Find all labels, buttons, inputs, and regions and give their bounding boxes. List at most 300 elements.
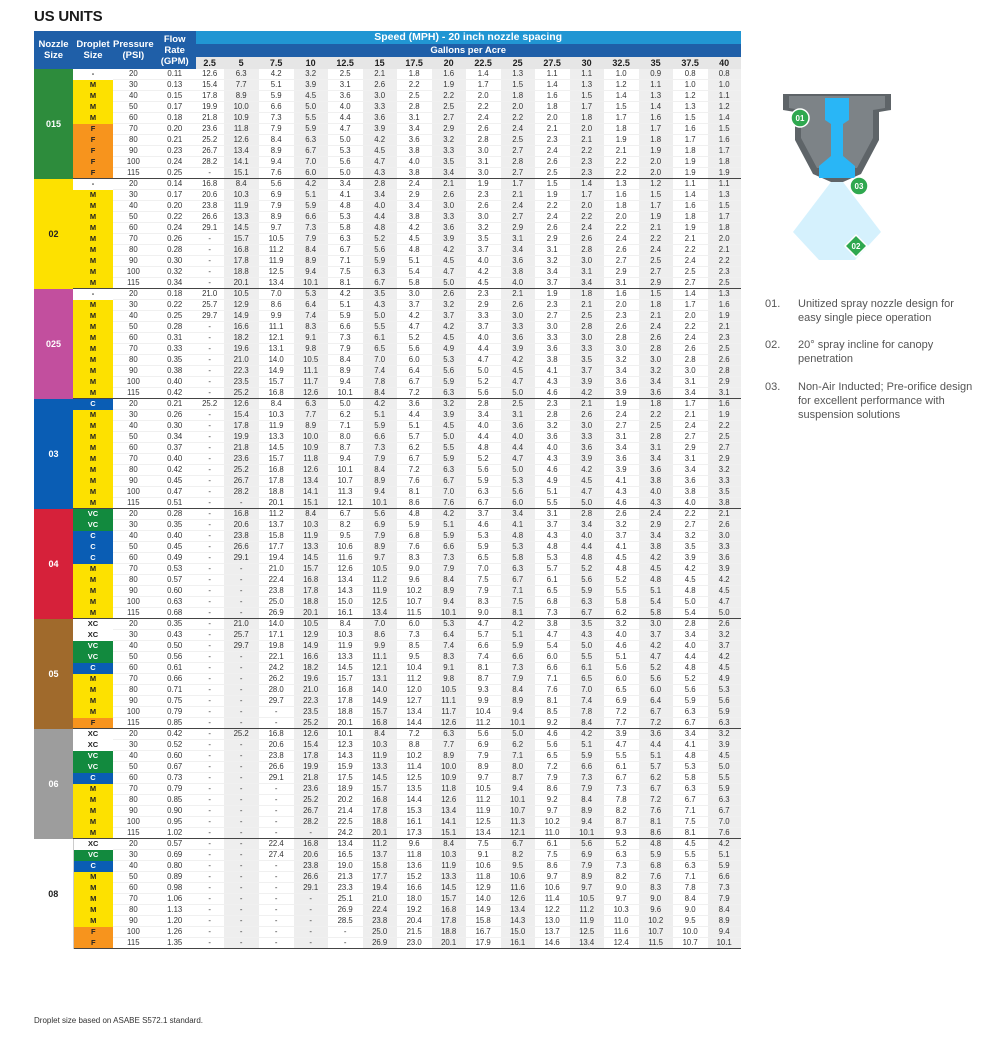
gpa-cell: 8.9 bbox=[708, 916, 741, 927]
gpa-cell: 2.1 bbox=[501, 190, 535, 201]
gpa-cell: 8.5 bbox=[397, 641, 432, 652]
pressure-cell: 20 bbox=[113, 179, 154, 190]
table-row bbox=[34, 707, 741, 718]
gpa-cell: - bbox=[224, 817, 259, 828]
gpa-cell: 9.1 bbox=[294, 333, 328, 344]
gpa-cell: - bbox=[196, 509, 224, 520]
gpa-cell: 3.0 bbox=[466, 168, 501, 179]
gpa-cell: 3.4 bbox=[432, 168, 466, 179]
gpa-cell: 7.3 bbox=[501, 663, 535, 674]
gpa-cell: 11.6 bbox=[328, 553, 363, 564]
gpa-cell: 1.5 bbox=[639, 190, 673, 201]
gpa-cell: 6.7 bbox=[673, 718, 708, 729]
table-row bbox=[34, 608, 741, 619]
pressure-cell: 20 bbox=[113, 619, 154, 630]
gpa-cell: 3.0 bbox=[570, 421, 604, 432]
flow-rate-cell: 0.30 bbox=[154, 421, 196, 432]
gpa-cell: 9.0 bbox=[466, 608, 501, 619]
gpa-cell: 3.6 bbox=[639, 729, 673, 740]
gpa-cell: 14.5 bbox=[224, 223, 259, 234]
gpa-cell: 5.1 bbox=[535, 487, 570, 498]
speed-col-header: 40 bbox=[708, 57, 741, 69]
flow-rate-cell: 0.13 bbox=[154, 80, 196, 91]
flow-rate-cell: 0.60 bbox=[154, 751, 196, 762]
droplet-size-cell: M bbox=[73, 267, 113, 278]
gpa-cell: 8.9 bbox=[328, 366, 363, 377]
gpa-cell: 28.0 bbox=[259, 685, 294, 696]
gpa-cell: 5.9 bbox=[259, 91, 294, 102]
gpa-cell: 4.2 bbox=[363, 399, 397, 410]
gpa-cell: 7.6 bbox=[639, 872, 673, 883]
nozzle-size-header: Nozzle Size bbox=[34, 31, 73, 69]
gpa-cell: 6.3 bbox=[673, 707, 708, 718]
gpa-cell: 1.4 bbox=[673, 289, 708, 300]
gpa-cell: 5.0 bbox=[501, 729, 535, 740]
gpa-cell: 1.3 bbox=[708, 190, 741, 201]
gpa-cell: 6.1 bbox=[535, 839, 570, 850]
gpa-cell: 1.9 bbox=[639, 212, 673, 223]
gpa-cell: 5.0 bbox=[708, 762, 741, 773]
gpa-cell: 5.9 bbox=[570, 751, 604, 762]
table-row bbox=[34, 410, 741, 421]
pressure-cell: 90 bbox=[113, 476, 154, 487]
flow-rate-cell: 1.26 bbox=[154, 927, 196, 938]
feature-02 bbox=[765, 338, 975, 368]
gpa-cell: 3.2 bbox=[604, 355, 639, 366]
gpa-cell: 6.0 bbox=[397, 355, 432, 366]
gpa-cell: 1.4 bbox=[570, 179, 604, 190]
flow-rate-cell: 0.23 bbox=[154, 146, 196, 157]
gpa-cell: 6.3 bbox=[224, 69, 259, 80]
gpa-cell: 7.8 bbox=[673, 883, 708, 894]
table-row bbox=[34, 806, 741, 817]
gpa-cell: 20.6 bbox=[196, 190, 224, 201]
gpa-cell: 13.5 bbox=[397, 784, 432, 795]
gpa-cell: - bbox=[196, 443, 224, 454]
gpa-cell: 3.3 bbox=[501, 322, 535, 333]
gpa-cell: - bbox=[224, 674, 259, 685]
gpa-cell: - bbox=[224, 696, 259, 707]
flow-rate-cell: 0.42 bbox=[154, 729, 196, 740]
gpa-cell: 2.6 bbox=[604, 509, 639, 520]
gpa-cell: 7.9 bbox=[294, 234, 328, 245]
gpa-cell: 8.0 bbox=[328, 432, 363, 443]
gpa-cell: 2.8 bbox=[639, 432, 673, 443]
gpa-cell: 1.7 bbox=[639, 201, 673, 212]
droplet-size-cell: - bbox=[73, 69, 113, 80]
nozzle-size-cell: 04 bbox=[34, 509, 73, 619]
gpa-cell: 5.0 bbox=[294, 102, 328, 113]
gpa-cell: 21.0 bbox=[196, 289, 224, 300]
gpa-cell: 4.2 bbox=[294, 179, 328, 190]
gpa-cell: 6.7 bbox=[466, 498, 501, 509]
gpa-cell: 21.0 bbox=[259, 564, 294, 575]
gpa-cell: 9.3 bbox=[466, 685, 501, 696]
speed-col-header: 37.5 bbox=[673, 57, 708, 69]
nozzle-spec-table bbox=[34, 31, 741, 949]
gpa-cell: - bbox=[196, 674, 224, 685]
pressure-header: Pressure (PSI) bbox=[113, 31, 154, 69]
page-title: US UNITS bbox=[34, 8, 103, 25]
gpa-cell: 3.6 bbox=[570, 443, 604, 454]
gpa-cell: 2.0 bbox=[708, 234, 741, 245]
gpa-cell: 27.4 bbox=[259, 850, 294, 861]
pressure-cell: 30 bbox=[113, 410, 154, 421]
gpa-cell: - bbox=[196, 520, 224, 531]
gpa-cell: 3.3 bbox=[363, 102, 397, 113]
pressure-cell: 60 bbox=[113, 883, 154, 894]
gpa-cell: 6.7 bbox=[639, 707, 673, 718]
gpa-cell: 2.1 bbox=[363, 69, 397, 80]
gpa-cell: 5.2 bbox=[466, 454, 501, 465]
gpa-cell: 2.6 bbox=[708, 355, 741, 366]
gpa-cell: 1.2 bbox=[673, 91, 708, 102]
gpa-cell: 5.3 bbox=[535, 553, 570, 564]
gpa-cell: 1.1 bbox=[673, 179, 708, 190]
pressure-cell: 60 bbox=[113, 223, 154, 234]
table-row bbox=[34, 498, 741, 509]
gpa-cell: 11.5 bbox=[397, 608, 432, 619]
gpa-cell: 2.7 bbox=[639, 267, 673, 278]
gpa-cell: 4.2 bbox=[570, 465, 604, 476]
table-row bbox=[34, 344, 741, 355]
gpa-cell: 6.2 bbox=[397, 443, 432, 454]
gpa-cell: 7.2 bbox=[397, 465, 432, 476]
gpa-cell: 3.5 bbox=[466, 234, 501, 245]
gpa-cell: 8.8 bbox=[397, 740, 432, 751]
table-row bbox=[34, 553, 741, 564]
gpa-cell: 8.7 bbox=[501, 773, 535, 784]
gpa-cell: 19.9 bbox=[294, 762, 328, 773]
gpa-cell: 7.3 bbox=[432, 553, 466, 564]
gpa-cell: 10.7 bbox=[639, 927, 673, 938]
table-row bbox=[34, 784, 741, 795]
gpa-cell: 5.2 bbox=[570, 564, 604, 575]
pressure-cell: 30 bbox=[113, 520, 154, 531]
gpa-cell: 2.2 bbox=[673, 322, 708, 333]
gpa-cell: 2.0 bbox=[604, 300, 639, 311]
gpa-cell: 4.2 bbox=[466, 267, 501, 278]
gpa-cell: 2.7 bbox=[673, 278, 708, 289]
table-row bbox=[34, 91, 741, 102]
table-row bbox=[34, 388, 741, 399]
gpa-cell: - bbox=[196, 729, 224, 740]
pressure-cell: 115 bbox=[113, 388, 154, 399]
gpa-cell: 7.1 bbox=[501, 751, 535, 762]
gpa-cell: 5.2 bbox=[639, 663, 673, 674]
gpa-cell: 14.3 bbox=[501, 916, 535, 927]
gpa-cell: 3.2 bbox=[708, 729, 741, 740]
gpa-cell: 3.0 bbox=[535, 322, 570, 333]
gpa-cell: - bbox=[196, 751, 224, 762]
flow-rate-cell: 0.22 bbox=[154, 212, 196, 223]
droplet-size-cell: M bbox=[73, 256, 113, 267]
gpa-cell: 15.4 bbox=[224, 410, 259, 421]
gpa-cell: 3.9 bbox=[363, 124, 397, 135]
flow-rate-cell: 1.35 bbox=[154, 938, 196, 949]
gpa-cell: 20.1 bbox=[328, 718, 363, 729]
pressure-cell: 60 bbox=[113, 333, 154, 344]
gpa-cell: 9.6 bbox=[397, 575, 432, 586]
gpa-cell: 2.0 bbox=[570, 201, 604, 212]
gpa-cell: 4.1 bbox=[604, 542, 639, 553]
gpa-cell: 8.0 bbox=[501, 762, 535, 773]
gpa-cell: - bbox=[196, 234, 224, 245]
gpa-cell: 7.0 bbox=[294, 157, 328, 168]
gpa-cell: 7.0 bbox=[363, 355, 397, 366]
gpa-cell: 3.8 bbox=[673, 487, 708, 498]
pressure-cell: 70 bbox=[113, 894, 154, 905]
gpa-cell: 15.4 bbox=[294, 740, 328, 751]
pressure-cell: 115 bbox=[113, 608, 154, 619]
gpa-cell: 12.5 bbox=[259, 267, 294, 278]
gpa-cell: 12.1 bbox=[259, 333, 294, 344]
table-row bbox=[34, 916, 741, 927]
pressure-cell: 100 bbox=[113, 487, 154, 498]
gpa-cell: 8.9 bbox=[294, 421, 328, 432]
gpa-cell: 10.6 bbox=[328, 542, 363, 553]
flow-rate-cell: 0.79 bbox=[154, 784, 196, 795]
gpa-cell: 7.7 bbox=[604, 718, 639, 729]
gpa-cell: 21.0 bbox=[294, 685, 328, 696]
gpa-cell: 5.7 bbox=[639, 762, 673, 773]
table-row bbox=[34, 575, 741, 586]
gpa-cell: 4.0 bbox=[466, 333, 501, 344]
gpa-cell: 7.9 bbox=[535, 773, 570, 784]
pressure-cell: 40 bbox=[113, 751, 154, 762]
gpa-cell: 12.1 bbox=[328, 498, 363, 509]
gpa-cell: 15.3 bbox=[397, 806, 432, 817]
droplet-size-cell: C bbox=[73, 542, 113, 553]
flow-rate-cell: 0.63 bbox=[154, 597, 196, 608]
gpa-cell: 4.5 bbox=[708, 663, 741, 674]
gpa-cell: 2.8 bbox=[363, 179, 397, 190]
gpa-cell: 13.3 bbox=[328, 652, 363, 663]
gpa-cell: 7.1 bbox=[673, 806, 708, 817]
gpa-cell: 1.7 bbox=[673, 399, 708, 410]
gpa-cell: - bbox=[196, 619, 224, 630]
gpa-cell: 13.0 bbox=[535, 916, 570, 927]
gpa-cell: 3.1 bbox=[570, 267, 604, 278]
gpa-cell: 5.6 bbox=[466, 465, 501, 476]
gpa-cell: - bbox=[196, 256, 224, 267]
gpa-cell: 5.6 bbox=[535, 740, 570, 751]
gpa-cell: 3.6 bbox=[535, 344, 570, 355]
gpa-cell: 6.5 bbox=[604, 685, 639, 696]
gpa-cell: 1.8 bbox=[570, 289, 604, 300]
table-row bbox=[34, 135, 741, 146]
flow-rate-cell: 0.11 bbox=[154, 69, 196, 80]
gpa-cell: - bbox=[259, 938, 294, 949]
gpa-cell: - bbox=[224, 861, 259, 872]
gpa-cell: 5.9 bbox=[328, 311, 363, 322]
gpa-cell: 2.2 bbox=[639, 410, 673, 421]
gpa-cell: 8.3 bbox=[294, 322, 328, 333]
gpa-cell: 5.8 bbox=[639, 608, 673, 619]
gpa-cell: 1.9 bbox=[673, 157, 708, 168]
gpa-cell: 3.2 bbox=[639, 366, 673, 377]
gpa-cell: 1.8 bbox=[639, 135, 673, 146]
gpa-cell: 7.7 bbox=[294, 410, 328, 421]
gpa-cell: 10.1 bbox=[328, 465, 363, 476]
pressure-cell: 100 bbox=[113, 377, 154, 388]
droplet-size-cell: F bbox=[73, 927, 113, 938]
gpa-cell: 2.9 bbox=[708, 454, 741, 465]
pressure-cell: 50 bbox=[113, 762, 154, 773]
gpa-cell: 23.0 bbox=[397, 938, 432, 949]
gpa-cell: - bbox=[196, 564, 224, 575]
droplet-size-cell: M bbox=[73, 498, 113, 509]
gpa-cell: 8.4 bbox=[294, 509, 328, 520]
gpa-cell: 29.7 bbox=[259, 696, 294, 707]
gpa-cell: 29.7 bbox=[224, 641, 259, 652]
gpa-cell: 11.6 bbox=[604, 927, 639, 938]
gpa-cell: - bbox=[196, 696, 224, 707]
gpa-cell: 8.4 bbox=[363, 465, 397, 476]
flow-rate-cell: 0.53 bbox=[154, 564, 196, 575]
gpa-cell: 5.9 bbox=[432, 531, 466, 542]
gpa-cell: 22.3 bbox=[294, 696, 328, 707]
gpa-cell: 16.8 bbox=[363, 718, 397, 729]
flow-rate-cell: 0.42 bbox=[154, 388, 196, 399]
gpa-cell: 2.1 bbox=[432, 179, 466, 190]
gpa-cell: - bbox=[196, 432, 224, 443]
table-row bbox=[34, 278, 741, 289]
gpa-cell: 1.8 bbox=[535, 102, 570, 113]
gpa-cell: 2.2 bbox=[673, 509, 708, 520]
gpa-cell: 3.1 bbox=[639, 443, 673, 454]
gpa-cell: 21.0 bbox=[224, 355, 259, 366]
callout-01-label: 01 bbox=[795, 114, 805, 123]
table-row bbox=[34, 586, 741, 597]
gpa-cell: - bbox=[196, 861, 224, 872]
gpa-cell: 4.2 bbox=[397, 311, 432, 322]
gpa-cell: 1.1 bbox=[570, 69, 604, 80]
gpa-cell: 1.8 bbox=[639, 399, 673, 410]
gpa-cell: 3.6 bbox=[363, 113, 397, 124]
gpa-cell: 5.0 bbox=[328, 399, 363, 410]
gpa-cell: 12.6 bbox=[224, 135, 259, 146]
gpa-cell: 5.9 bbox=[708, 784, 741, 795]
gpa-cell: 11.3 bbox=[501, 817, 535, 828]
gpa-cell: 1.6 bbox=[708, 399, 741, 410]
gpa-cell: 10.6 bbox=[466, 861, 501, 872]
gpa-cell: 2.5 bbox=[432, 102, 466, 113]
gpa-cell: 9.4 bbox=[432, 597, 466, 608]
gpa-cell: 1.8 bbox=[708, 223, 741, 234]
flow-rate-cell: 0.50 bbox=[154, 641, 196, 652]
gpa-cell: - bbox=[224, 883, 259, 894]
gpa-cell: 2.4 bbox=[397, 179, 432, 190]
gpa-cell: 8.4 bbox=[432, 839, 466, 850]
gpa-cell: 3.1 bbox=[466, 157, 501, 168]
gpa-cell: 8.9 bbox=[259, 146, 294, 157]
gpa-cell: 7.9 bbox=[501, 674, 535, 685]
gpa-cell: 15.7 bbox=[363, 707, 397, 718]
gpa-cell: - bbox=[224, 894, 259, 905]
gpa-cell: 3.1 bbox=[501, 234, 535, 245]
gpa-cell: 4.0 bbox=[570, 531, 604, 542]
gpa-cell: 10.3 bbox=[294, 520, 328, 531]
gpa-cell: 8.9 bbox=[570, 872, 604, 883]
gpa-cell: 2.9 bbox=[397, 190, 432, 201]
gpa-cell: 2.2 bbox=[570, 146, 604, 157]
gpa-cell: 5.5 bbox=[432, 443, 466, 454]
gpa-cell: 5.9 bbox=[466, 542, 501, 553]
gpa-cell: 6.3 bbox=[432, 729, 466, 740]
gpa-cell: 6.6 bbox=[466, 641, 501, 652]
gpa-cell: 7.3 bbox=[535, 608, 570, 619]
pressure-cell: 50 bbox=[113, 212, 154, 223]
table-row bbox=[34, 927, 741, 938]
gpa-cell: 29.1 bbox=[224, 553, 259, 564]
gpa-cell: 11.6 bbox=[501, 883, 535, 894]
gpa-cell: 12.1 bbox=[363, 663, 397, 674]
gpa-cell: 9.6 bbox=[639, 905, 673, 916]
droplet-size-cell: M bbox=[73, 465, 113, 476]
gpa-cell: 25.2 bbox=[196, 399, 224, 410]
gpa-cell: 8.2 bbox=[501, 850, 535, 861]
gpa-cell: 10.9 bbox=[224, 113, 259, 124]
pressure-cell: 70 bbox=[113, 564, 154, 575]
gpa-cell: 26.9 bbox=[363, 938, 397, 949]
gpa-cell: 6.0 bbox=[397, 619, 432, 630]
gpa-cell: 5.6 bbox=[604, 663, 639, 674]
gpa-cell: 1.5 bbox=[673, 113, 708, 124]
gpa-cell: 10.6 bbox=[535, 883, 570, 894]
gpa-cell: 7.2 bbox=[535, 762, 570, 773]
gpa-cell: 16.1 bbox=[397, 817, 432, 828]
gpa-cell: 8.3 bbox=[466, 597, 501, 608]
gpa-cell: 22.4 bbox=[259, 575, 294, 586]
gpa-cell: 1.5 bbox=[708, 201, 741, 212]
gpa-cell: 2.4 bbox=[501, 124, 535, 135]
gpa-cell: 4.3 bbox=[363, 168, 397, 179]
gpa-cell: 1.6 bbox=[708, 300, 741, 311]
gpa-cell: 3.2 bbox=[432, 399, 466, 410]
gpa-cell: 3.2 bbox=[708, 630, 741, 641]
gpa-cell: 16.1 bbox=[501, 938, 535, 949]
gpa-cell: 9.1 bbox=[466, 850, 501, 861]
gpa-cell: 6.3 bbox=[673, 784, 708, 795]
gpa-cell: 6.9 bbox=[363, 520, 397, 531]
gpa-cell: 3.2 bbox=[466, 223, 501, 234]
gpa-cell: 7.1 bbox=[501, 586, 535, 597]
gpa-cell: 2.1 bbox=[673, 410, 708, 421]
gpa-cell: 15.7 bbox=[432, 894, 466, 905]
gpa-cell: 2.4 bbox=[639, 322, 673, 333]
gpa-cell: - bbox=[196, 366, 224, 377]
table-row bbox=[34, 850, 741, 861]
gpa-cell: 3.7 bbox=[397, 300, 432, 311]
gpa-cell: 16.6 bbox=[294, 652, 328, 663]
gpa-cell: 7.9 bbox=[363, 531, 397, 542]
gpa-cell: 6.0 bbox=[535, 652, 570, 663]
gpa-cell: 7.2 bbox=[397, 388, 432, 399]
gpa-cell: 5.6 bbox=[673, 685, 708, 696]
gpa-cell: 7.9 bbox=[259, 124, 294, 135]
droplet-size-cell: - bbox=[73, 179, 113, 190]
nozzle-size-cell: 06 bbox=[34, 729, 73, 839]
gpa-cell: 3.7 bbox=[570, 366, 604, 377]
gpa-cell: 4.5 bbox=[708, 586, 741, 597]
gpa-cell: 5.1 bbox=[328, 300, 363, 311]
gpa-cell: 3.4 bbox=[501, 509, 535, 520]
gpa-cell: 9.7 bbox=[259, 223, 294, 234]
gpa-cell: 7.0 bbox=[708, 817, 741, 828]
gpa-cell: 2.6 bbox=[604, 322, 639, 333]
gpa-cell: - bbox=[224, 795, 259, 806]
